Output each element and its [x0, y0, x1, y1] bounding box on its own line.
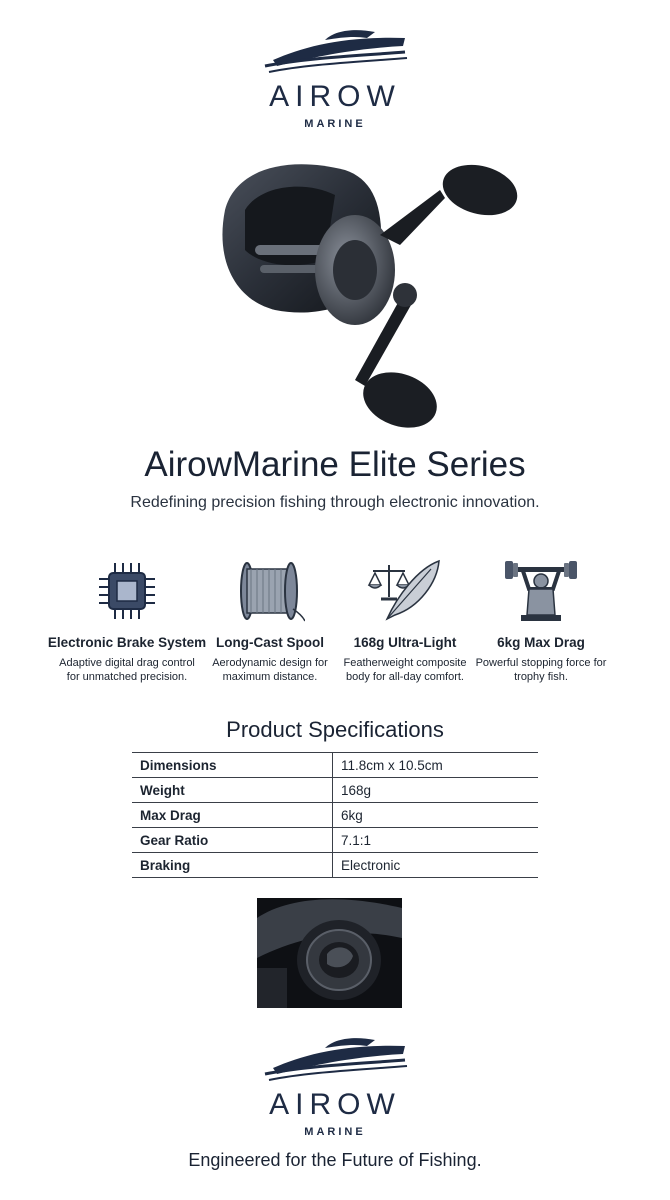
- specifications-table: [132, 752, 538, 878]
- feature-description: Featherweight composite body for all-day comfort.: [343, 657, 467, 683]
- feature-max-drag: [461, 553, 621, 684]
- feature-description: Aerodynamic design for maximum distance.: [212, 657, 328, 683]
- brand-name: AIROW: [269, 80, 401, 113]
- reel-product-image: [205, 150, 525, 440]
- spec-value: 7.1:1: [333, 828, 539, 853]
- footer-tagline: Engineered for the Future of Fishing.: [188, 1150, 482, 1170]
- spec-key: Max Drag: [132, 803, 333, 828]
- boat-logo-icon: [255, 1030, 415, 1086]
- product-title: AirowMarine Elite Series: [144, 445, 526, 484]
- feature-description: Adaptive digital drag control for unmatched precision.: [59, 657, 195, 683]
- brand-name: AIROW: [269, 1088, 401, 1121]
- brand-subtitle: MARINE: [304, 1126, 366, 1138]
- spec-row: [132, 778, 538, 803]
- reel-detail-image: [257, 898, 402, 1008]
- spec-key: Braking: [132, 853, 333, 878]
- chip-icon: [95, 559, 159, 623]
- footer-logo: [0, 1030, 670, 1138]
- weightlifter-icon: [501, 559, 581, 623]
- spec-key: Dimensions: [132, 753, 333, 778]
- feature-electronic-brake: [47, 553, 207, 684]
- feature-description: Powerful stopping force for trophy fish.: [475, 657, 607, 683]
- brand-subtitle: MARINE: [304, 118, 366, 130]
- spec-value: 168g: [333, 778, 539, 803]
- product-tagline: Redefining precision fishing through electronic innovation.: [130, 494, 540, 511]
- boat-logo-icon: [255, 22, 415, 78]
- feature-title: Electronic Brake System: [47, 635, 207, 650]
- spec-row: [132, 803, 538, 828]
- spec-key: Weight: [132, 778, 333, 803]
- feature-title: 6kg Max Drag: [497, 635, 585, 650]
- spec-value: 11.8cm x 10.5cm: [333, 753, 539, 778]
- feature-title: 168g Ultra-Light: [353, 635, 457, 650]
- spec-value: Electronic: [333, 853, 539, 878]
- spec-key: Gear Ratio: [132, 828, 333, 853]
- spec-row: [132, 828, 538, 853]
- spool-icon: [235, 559, 305, 623]
- spec-row: [132, 853, 538, 878]
- spec-row: [132, 753, 538, 778]
- scale-feather-icon: [367, 557, 443, 623]
- spec-value: 6kg: [333, 803, 539, 828]
- header-logo: [0, 22, 670, 130]
- specifications-title: Product Specifications: [226, 717, 444, 742]
- feature-title: Long-Cast Spool: [216, 635, 324, 650]
